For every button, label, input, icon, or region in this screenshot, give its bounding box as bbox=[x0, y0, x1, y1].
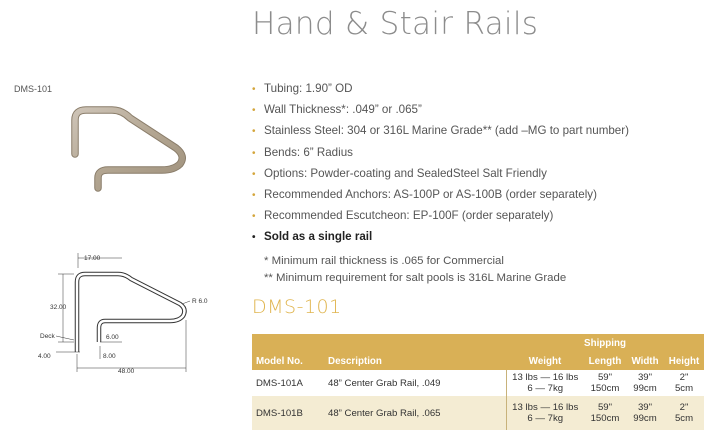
cell-description: 48” Center Grab Rail, .065 bbox=[324, 396, 506, 430]
header-description: Description bbox=[324, 352, 506, 370]
feature-wall-thickness: • Wall Thickness*: .049” or .065” bbox=[252, 103, 422, 117]
cell-height: 2" 5cm bbox=[664, 396, 704, 430]
cell-length: 59" 150cm bbox=[584, 396, 626, 430]
footnote-salt-pools: ** Minimum requirement for salt pools is 316L Marine Grade bbox=[264, 271, 567, 284]
cell-weight: 13 lbs — 16 lbs 6 — 7kg bbox=[506, 396, 584, 430]
table-row bbox=[252, 370, 704, 396]
feature-escutcheon: • Recommended Escutcheon: EP-100F (order separately) bbox=[252, 209, 554, 223]
cell-weight: 13 lbs — 16 lbs 6 — 7kg bbox=[506, 370, 584, 396]
page-title: Hand & Stair Rails bbox=[252, 6, 539, 42]
header-width: Width bbox=[626, 352, 664, 370]
footnote-commercial: * Minimum rail thickness is .065 for Commercial bbox=[264, 255, 504, 267]
cell-model: DMS-101A bbox=[252, 370, 324, 396]
dim-inner: 6.00 bbox=[106, 334, 119, 341]
header-model: Model No. bbox=[252, 352, 324, 370]
feature-anchors: • Recommended Anchors: AS-100P or AS-100B (order separately) bbox=[252, 187, 597, 201]
dim-total: 48.00 bbox=[118, 368, 135, 375]
cell-width: 39" 99cm bbox=[626, 396, 664, 430]
table-group-row bbox=[252, 334, 704, 352]
feature-sold-as: • Sold as a single rail bbox=[252, 230, 373, 244]
feature-options: • Options: Powder-coating and SealedSteel Salt Friendly bbox=[252, 166, 547, 180]
spec-table bbox=[252, 334, 704, 430]
rail-outline bbox=[77, 274, 184, 352]
dim-embed: 4.00 bbox=[38, 353, 51, 360]
cell-width: 39" 99cm bbox=[626, 370, 664, 396]
dim-radius: R 6.0 bbox=[192, 298, 208, 305]
footnotes bbox=[264, 253, 566, 286]
feature-list bbox=[252, 78, 629, 248]
feature-tubing: • Tubing: 1.90” OD bbox=[252, 82, 353, 95]
cell-description: 48” Center Grab Rail, .049 bbox=[324, 370, 506, 396]
feature-stainless-steel: • Stainless Steel: 304 or 316L Marine Grade** (add –MG to part number) bbox=[252, 124, 629, 138]
product-label: DMS-101 bbox=[14, 84, 53, 94]
rail-photo bbox=[60, 96, 200, 196]
header-length: Length bbox=[584, 352, 626, 370]
header-height: Height bbox=[664, 352, 704, 370]
dim-height: 32.00 bbox=[50, 304, 67, 311]
label-deck: Deck bbox=[40, 333, 55, 340]
shipping-header: Shipping bbox=[506, 334, 704, 352]
table-header-row bbox=[252, 352, 704, 370]
cell-height: 2" 5cm bbox=[664, 370, 704, 396]
cell-model: DMS-101B bbox=[252, 396, 324, 430]
dim-top: 17.00 bbox=[84, 255, 101, 262]
cell-length: 59" 150cm bbox=[584, 370, 626, 396]
dimension-diagram bbox=[30, 246, 220, 376]
table-row bbox=[252, 396, 704, 430]
feature-bends: • Bends: 6” Radius bbox=[252, 145, 353, 159]
header-weight: Weight bbox=[506, 352, 584, 370]
dim-base: 8.00 bbox=[103, 353, 116, 360]
model-heading: DMS-101 bbox=[252, 296, 342, 318]
